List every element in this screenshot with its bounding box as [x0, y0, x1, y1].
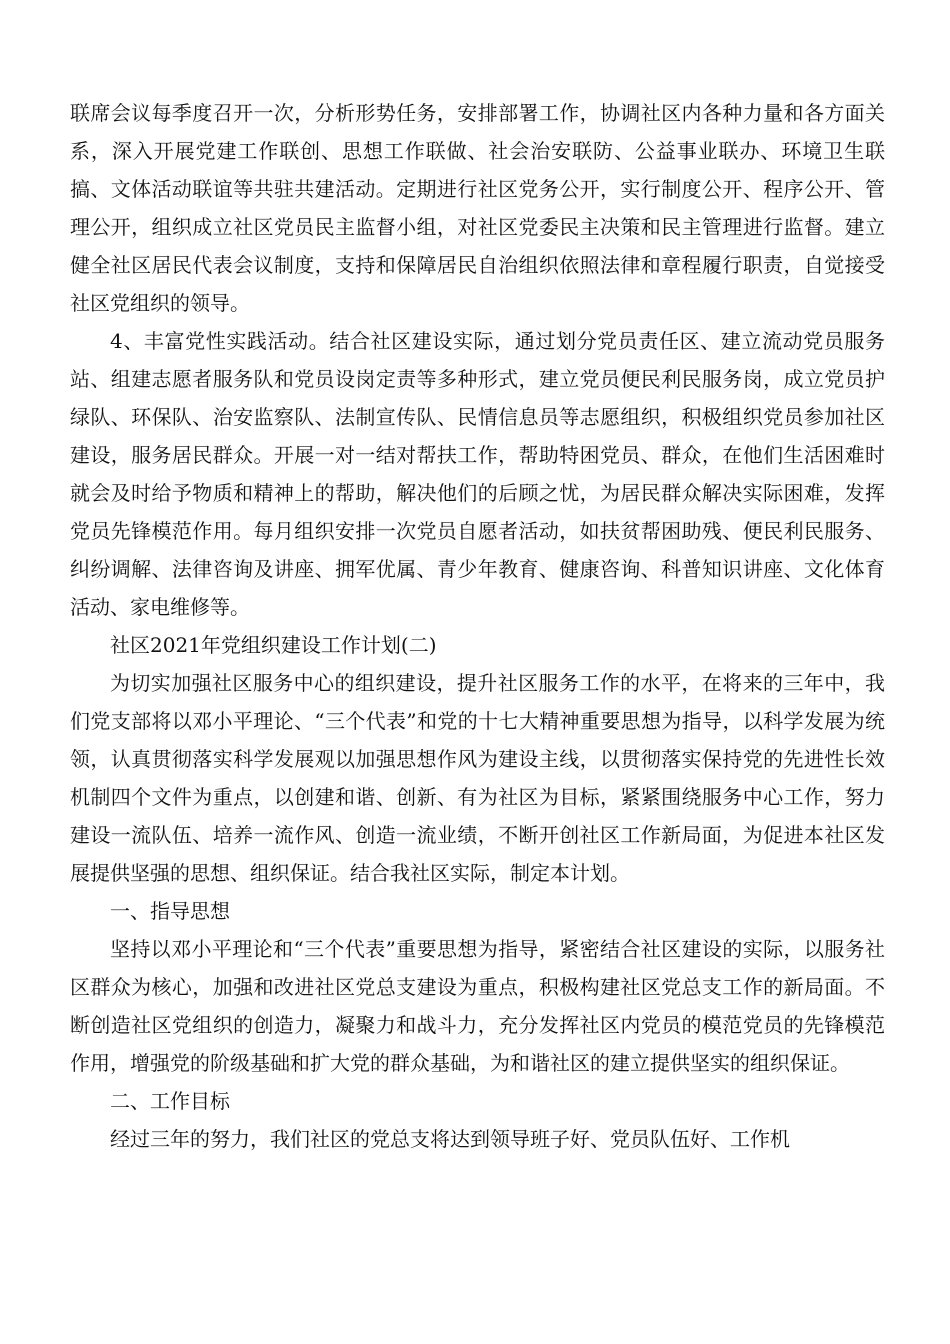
- paragraph-joint-meeting: 联席会议每季度召开一次，分析形势任务，安排部署工作，协调社区内各种力量和各方面关系，深入开展党建工作联创、思想工作联做、社会治安联防、公益事业联办、环境卫生联搞、文体活动联谊等共驻共建活动。定期进行社区党务公开，实行制度公开、程序公开、管理公开，组织成立社区党员民主监督小组，对社区党委民主决策和民主管理进行监督。建立健全社区居民代表会议制度，支持和保障居民自治组织依照法律和章程履行职责，自觉接受社区党组织的领导。: [70, 101, 885, 315]
- paragraph-introduction: 为切实加强社区服务中心的组织建设，提升社区服务工作的水平，在将来的三年中，我们党支部将以邓小平理论、“三个代表”和党的十七大精神重要思想为指导，以科学发展为统领，认真贯彻落实科学发展观以加强思想作风为建设主线，以贯彻落实保持党的先进性长效机制四个文件为重点，以创建和谐、创新、有为社区为目标，紧紧围绕服务中心工作，努力建设一流队伍、培养一流作风、创造一流业绩，不断开创社区工作新局面，为促进本社区发展提供坚强的思想、组织保证。结合我社区实际，制定本计划。: [70, 671, 885, 885]
- document-page: [70, 94, 885, 1158]
- document-subtitle: 社区2021年党组织建设工作计划(二): [110, 633, 437, 657]
- paragraph-party-practice: 4、丰富党性实践活动。结合社区建设实际，通过划分党员责任区、建立流动党员服务站、组建志愿者服务队和党员设岗定责等多种形式，建立党员便民利民服务岗，成立党员护绿队、环保队、治安监察队、法制宣传队、民情信息员等志愿组织，积极组织党员参加社区建设，服务居民群众。开展一对一结对帮扶工作，帮助特困党员、群众，在他们生活困难时就会及时给予物质和精神上的帮助，解决他们的后顾之忧，为居民群众解决实际困难，发挥党员先锋模范作用。每月组织安排一次党员自愿者活动，如扶贫帮困助残、便民利民服务、纠纷调解、法律咨询及讲座、拥军优属、青少年教育、健康咨询、科普知识讲座、文化体育活动、家电维修等。: [70, 329, 885, 619]
- section-heading-guiding-thought: 一、指导思想: [110, 899, 230, 923]
- paragraph-guiding-thought: 坚持以邓小平理论和“三个代表”重要思想为指导，紧密结合社区建设的实际，以服务社区群众为核心，加强和改进社区党总支建设为重点，积极构建社区党总支工作的新局面。不断创造社区党组织的创造力，凝聚力和战斗力，充分发挥社区内党员的模范党员的先锋模范作用，增强党的阶级基础和扩大党的群众基础，为和谐社区的建立提供坚实的组织保证。: [70, 937, 885, 1075]
- paragraph-work-goals: 经过三年的努力，我们社区的党总支将达到领导班子好、党员队伍好、工作机: [110, 1127, 790, 1151]
- section-heading-work-goals: 二、工作目标: [110, 1089, 230, 1113]
